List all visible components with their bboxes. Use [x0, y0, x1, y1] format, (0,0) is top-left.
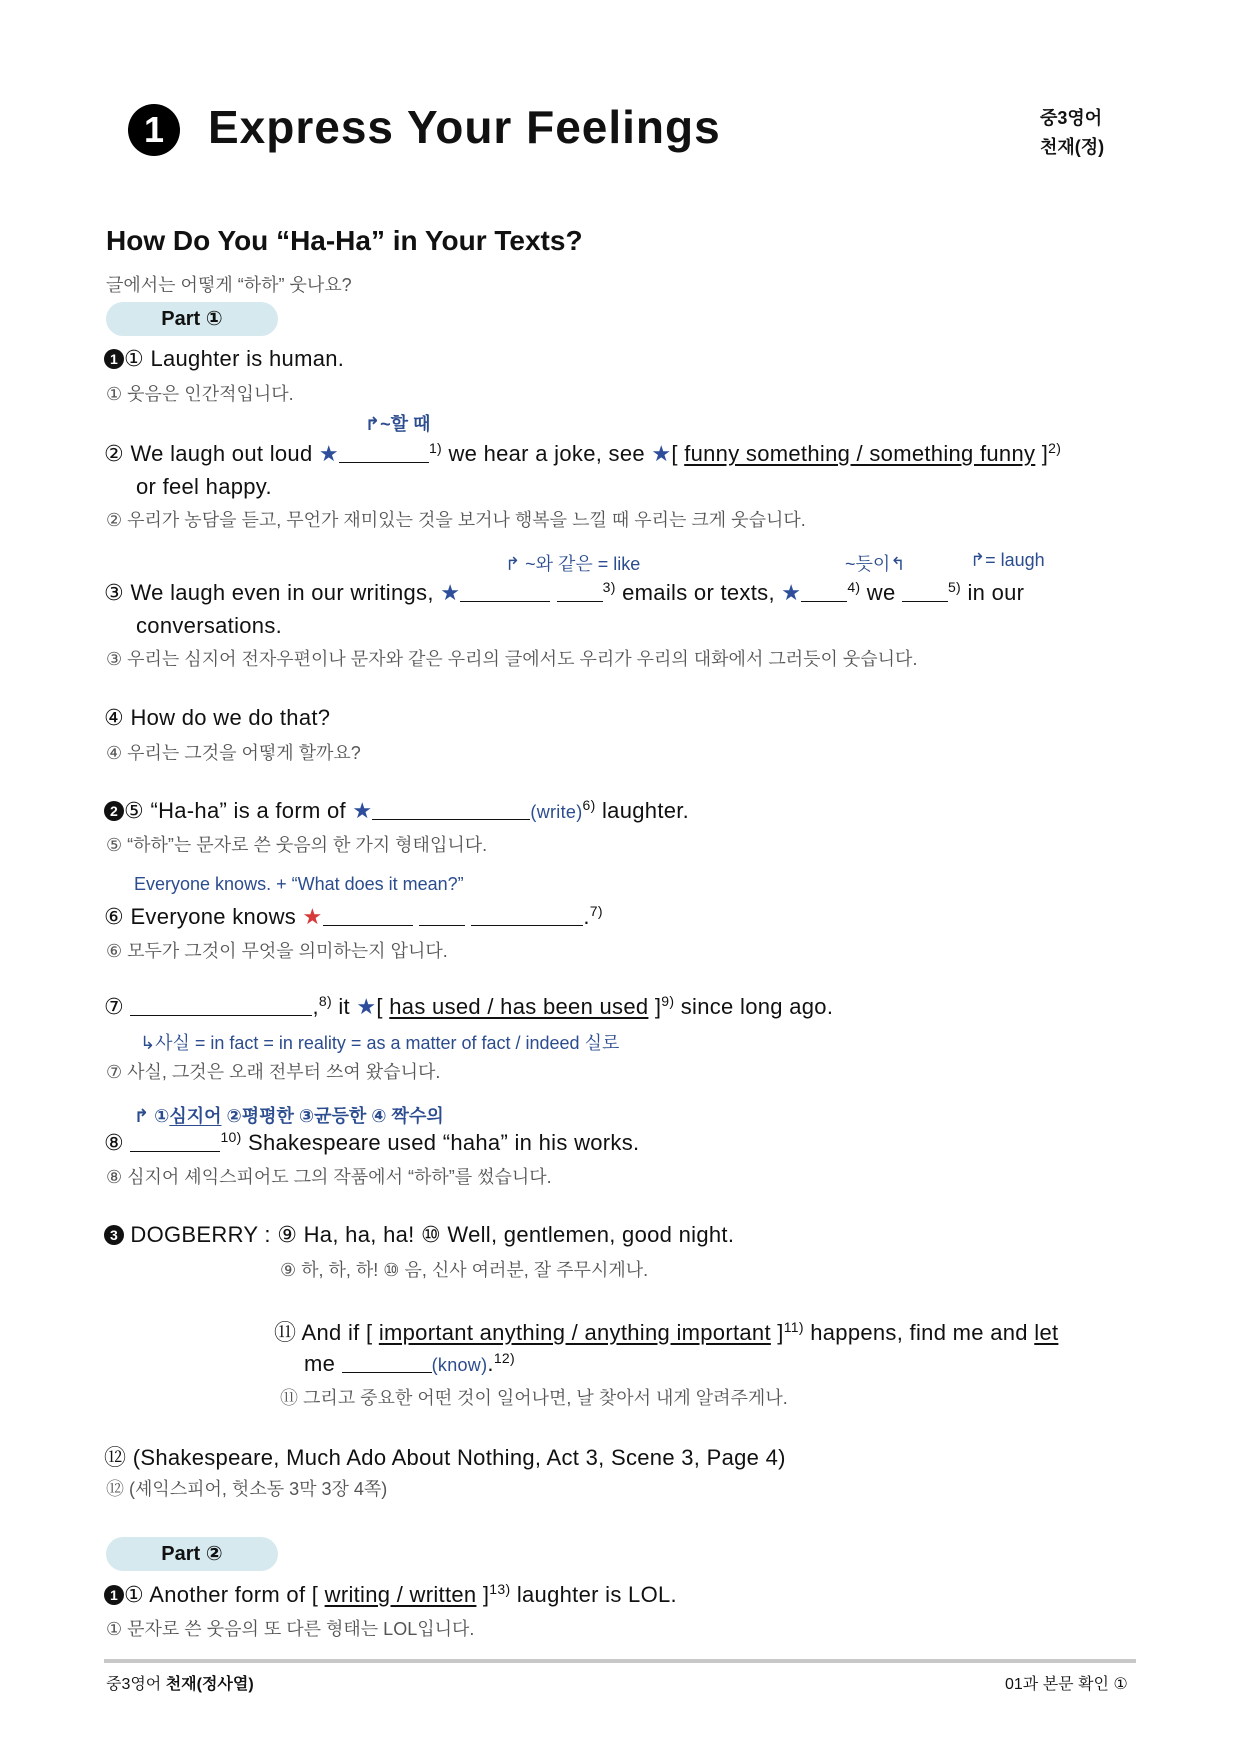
answer-blank-4[interactable] [801, 581, 847, 602]
sentence-9: 3 DOGBERRY : ⑨ Ha, ha, ha! ⑩ Well, gentlemen, good night. [104, 1222, 734, 1248]
hint-even: ↱ ①심지어 ②평평한 ③균등한 ④ 짝수의 [134, 1106, 444, 1126]
answer-blank-12[interactable] [342, 1352, 432, 1373]
sentence-12: ⑫ (Shakespeare, Much Ado About Nothing, Act 3, Scene 3, Page 4) [104, 1445, 786, 1470]
star-icon: ★ [781, 580, 802, 605]
hint-when: ↱~할 때 [365, 414, 431, 434]
sentence-1-translation: ① 웃음은 인간적입니다. [106, 384, 294, 404]
answer-blank-7c[interactable] [471, 905, 583, 926]
answer-blank-3b[interactable] [557, 581, 603, 602]
sentence-3: ③ We laugh even in our writings, ★ $^{3)}$ emails or texts, ★ $^{4)}$ we $^{5)}$ in our [104, 579, 1025, 605]
star-icon: ★ [356, 994, 377, 1019]
choice-bracket-13[interactable]: writing / written [324, 1582, 477, 1607]
answer-blank-1[interactable] [339, 442, 429, 463]
sentence-7: ⑦ ,$^{8)}$ it ★[ has used / has been used ]$^{9)}$ since long ago. [104, 993, 834, 1019]
star-icon: ★ [651, 441, 672, 466]
publisher-label: 천재(정) [1040, 137, 1105, 157]
sentence-7-translation: ⑦ 사실, 그것은 오래 전부터 쓰여 왔습니다. [106, 1062, 441, 1082]
hint-indirect-question: Everyone knows. + “What does it mean?” [134, 874, 464, 894]
grade-label: 중3영어 [1040, 108, 1103, 128]
sentence-8: ⑧ $^{10)}$ Shakespeare used “haha” in his works. [104, 1129, 640, 1155]
sentence-8-translation: ⑧ 심지어 셰익스피어도 그의 작품에서 “하하”를 썼습니다. [106, 1167, 552, 1187]
choice-bracket-2[interactable]: funny something / something funny [684, 441, 1036, 466]
sentence-2: ② We laugh out loud ★ $^{1)}$ we hear a joke, see ★[ funny something / something funny ]$^{2)}$ [104, 440, 1062, 466]
paragraph-marker: 1 [104, 349, 124, 369]
answer-blank-8[interactable] [130, 995, 312, 1016]
answer-blank-3a[interactable] [460, 581, 550, 602]
choice-bracket-11[interactable]: important anything / anything important [378, 1320, 771, 1345]
sentence-6-translation: ⑥ 모두가 그것이 무엇을 의미하는지 압니다. [106, 941, 448, 961]
star-icon: ★ [440, 580, 461, 605]
sentence-5-translation: ⑤ “하하”는 문자로 쓴 웃음의 한 가지 형태입니다. [106, 835, 488, 855]
hint-in-fact: ↳사실 = in fact = in reality = as a matter of fact / indeed 실로 [140, 1033, 620, 1053]
section-subtitle: 글에서는 어떻게 “하하” 웃나요? [106, 275, 352, 295]
sentence-2-line2: or feel happy. [136, 474, 272, 499]
chapter-number-badge: 1 [128, 104, 180, 156]
part2-sentence-1: 1 ① Another form of [ writing / written ]$^{13)}$ laughter is LOL. [104, 1581, 677, 1608]
answer-blank-7a[interactable] [323, 905, 413, 926]
footer-left: 중3영어 천재(정사열) [106, 1676, 254, 1693]
answer-blank-10[interactable] [130, 1131, 220, 1152]
footer-right: 01과 본문 확인 ① [1005, 1676, 1128, 1693]
hint-laugh: ↱= laugh [970, 550, 1045, 570]
sentence-4: ④ How do we do that? [104, 705, 331, 730]
footer-divider [104, 1659, 1136, 1663]
star-icon: ★ [352, 798, 373, 823]
sentence-4-translation: ④ 우리는 그것을 어떻게 할까요? [106, 743, 361, 763]
page-title: Express Your Feelings [208, 101, 721, 153]
paragraph-marker: 2 [104, 801, 124, 821]
part2-label: Part ② [106, 1537, 278, 1571]
sentence-2-translation: ② 우리가 농담을 듣고, 무언가 재미있는 것을 보거나 행복을 느낄 때 우리는 크게 웃습니다. [106, 510, 806, 530]
sentence-11-line2: me (know).$^{12)}$ [304, 1350, 515, 1376]
sentence-12-translation: ⑫ (셰익스피어, 헛소동 3막 3장 4쪽) [106, 1479, 388, 1499]
hint-like: ↱ ~와 같은 = like [505, 554, 641, 574]
star-icon: ★ [318, 441, 339, 466]
section-title: How Do You “Ha-Ha” in Your Texts? [106, 225, 583, 256]
part2-sentence-1-translation: ① 문자로 쓴 웃음의 또 다른 형태는 LOL입니다. [106, 1619, 475, 1639]
choice-bracket-9[interactable]: has used / has been used [389, 994, 649, 1019]
paragraph-marker: 3 [104, 1225, 124, 1245]
paragraph-marker: 1 [104, 1585, 124, 1605]
hint-as: ~듯이↰ [845, 554, 906, 574]
part1-label: Part ① [106, 302, 278, 336]
sentence-3-line2: conversations. [136, 613, 283, 638]
sentence-11-translation: ⑪ 그리고 중요한 어떤 것이 일어나면, 날 찾아서 내게 알려주게나. [280, 1388, 788, 1408]
answer-blank-7b[interactable] [419, 905, 465, 926]
sentence-1: 1 ① Laughter is human. [104, 346, 344, 372]
answer-blank-6[interactable] [372, 799, 530, 820]
answer-blank-5[interactable] [902, 581, 948, 602]
sentence-9-translation: ⑨ 하, 하, 하! ⑩ 음, 신사 여러분, 잘 주무시게나. [280, 1260, 649, 1280]
red-star-icon: ★ [302, 904, 323, 929]
sentence-11: ⑪ And if [ important anything / anything important ]$^{11)}$ happens, find me and let [274, 1319, 1059, 1345]
sentence-5: 2 ⑤ “Ha-ha” is a form of ★ (write)$^{6)}$ laughter. [104, 797, 689, 824]
sentence-3-translation: ③ 우리는 심지어 전자우편이나 문자와 같은 우리의 글에서도 우리가 우리의 대화에서 그러듯이 웃습니다. [106, 649, 918, 669]
sentence-6: ⑥ Everyone knows ★ .$^{7)}$ [104, 903, 603, 929]
